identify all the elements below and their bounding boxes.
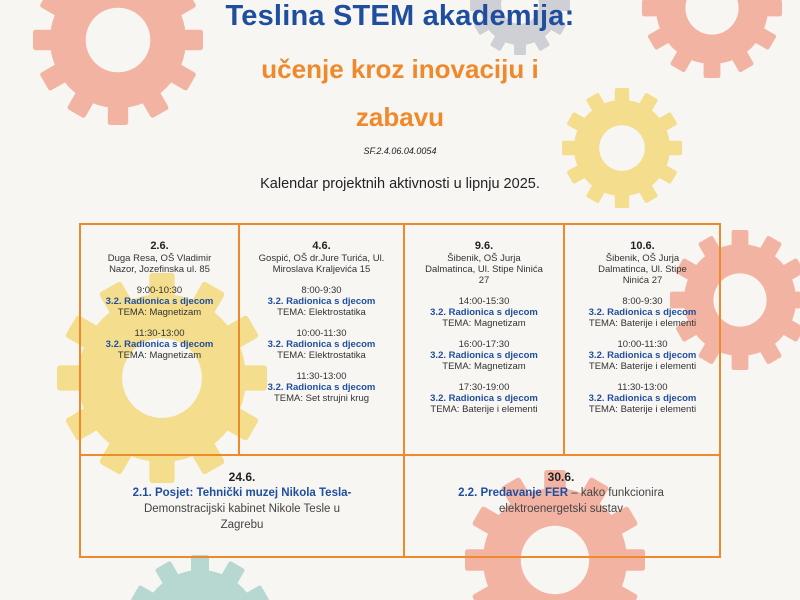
session-time: 8:00-9:30	[622, 296, 663, 307]
session	[566, 382, 719, 415]
grid-divider	[563, 225, 565, 455]
calendar-subtitle: Kalendar projektnih aktivnosti u lipnju 2025.	[260, 176, 540, 192]
event-date: 30.6.	[547, 470, 575, 484]
calendar-table	[79, 223, 721, 558]
day-location: Šibenik, OŠ Jurja Dalmatinca, Ul. Stipe Ninića 27	[425, 253, 543, 286]
session-time: 9:00-10:30	[136, 285, 183, 296]
session-topic: TEMA: Magnetizam	[442, 318, 526, 329]
session-topic: TEMA: Baterije i elementi	[588, 318, 697, 329]
day-location: Šibenik, OŠ Jurja Dalmatinca, Ul. Stipe Ninića 27	[598, 253, 687, 286]
session-time: 14:00-15:30	[458, 296, 510, 307]
day-location: Duga Resa, OŠ Vladimir Nazor, Jozefinska ul. 85	[107, 253, 212, 275]
title-line-2: učenje kroz inovaciju i	[261, 54, 539, 84]
session-workshop: 3.2. Radionica s djecom	[430, 350, 538, 361]
session-workshop: 3.2. Radionica s djecom	[588, 307, 697, 318]
session-time: 11:30-13:00	[134, 328, 185, 339]
event-text	[426, 485, 696, 517]
day-date: 10.6.	[630, 240, 655, 252]
session-topic: TEMA: Baterije i elementi	[588, 361, 697, 372]
session	[241, 285, 402, 318]
session-topic: TEMA: Magnetizam	[442, 361, 526, 372]
session-workshop: 3.2. Radionica s djecom	[105, 339, 214, 350]
session-time: 16:00-17:30	[458, 339, 510, 350]
session-topic: TEMA: Baterije i elementi	[430, 404, 538, 415]
session-time: 10:00-11:30	[617, 339, 668, 350]
day-date: 9.6.	[474, 240, 494, 252]
event-detail: Demonstracijski kabinet Nikole Tesle u Zagrebu	[143, 503, 340, 531]
event-date: 24.6.	[228, 470, 256, 484]
session-topic: TEMA: Magnetizam	[117, 350, 202, 361]
session-topic: TEMA: Magnetizam	[117, 307, 202, 318]
day-cell	[241, 241, 402, 414]
session	[406, 382, 562, 415]
session-workshop: 3.2. Radionica s djecom	[430, 393, 538, 404]
session	[241, 371, 402, 404]
event-cell	[426, 469, 696, 517]
day-cell	[566, 241, 719, 425]
day-date: 4.6.	[312, 240, 331, 252]
session	[83, 328, 236, 361]
session-workshop: 3.2. Radionica s djecom	[267, 296, 376, 307]
grid-divider	[403, 225, 405, 556]
session-workshop: 3.2. Radionica s djecom	[430, 307, 538, 318]
grid-divider	[81, 454, 719, 456]
session-time: 8:00-9:30	[301, 285, 342, 296]
project-code: SF.2.4.06.04.0054	[363, 146, 437, 156]
session-workshop: 3.2. Radionica s djecom	[267, 382, 376, 393]
event-activity: 2.1. Posjet: Tehnički muzej Nikola Tesla-	[132, 487, 352, 499]
session	[566, 296, 719, 329]
title-line-1: Teslina STEM akademija:	[225, 0, 575, 32]
session	[406, 339, 562, 372]
session-topic: TEMA: Elektrostatika	[277, 307, 366, 318]
title-line-3: zabavu	[355, 102, 445, 132]
session-topic: TEMA: Baterije i elementi	[588, 404, 697, 415]
session-workshop: 3.2. Radionica s djecom	[588, 350, 697, 361]
grid-divider	[238, 225, 240, 455]
gear-teal-bottom	[125, 555, 275, 600]
session-topic: TEMA: Elektrostatika	[277, 350, 366, 361]
event-detail: – kako funkcionira elektroenergetski sustav	[498, 487, 664, 515]
event-cell	[101, 469, 383, 533]
session	[83, 285, 236, 318]
day-cell	[83, 241, 236, 371]
session	[566, 339, 719, 372]
session-workshop: 3.2. Radionica s djecom	[105, 296, 214, 307]
session-time: 10:00-11:30	[296, 328, 347, 339]
day-cell	[406, 241, 562, 425]
session-time: 17:30-19:00	[458, 382, 510, 393]
session	[241, 328, 402, 361]
day-date: 2.6.	[150, 240, 169, 252]
session-topic: TEMA: Set strujni krug	[273, 393, 370, 404]
session-workshop: 3.2. Radionica s djecom	[267, 339, 376, 350]
session-time: 11:30-13:00	[296, 371, 347, 382]
session-workshop: 3.2. Radionica s djecom	[588, 393, 697, 404]
session-time: 11:30-13:00	[617, 382, 668, 393]
event-activity: 2.2. Predavanje FER	[458, 487, 569, 499]
day-location: Gospić, OŠ dr.Jure Turića, Ul. Miroslava Kraljevića 15	[258, 253, 385, 275]
session	[406, 296, 562, 329]
